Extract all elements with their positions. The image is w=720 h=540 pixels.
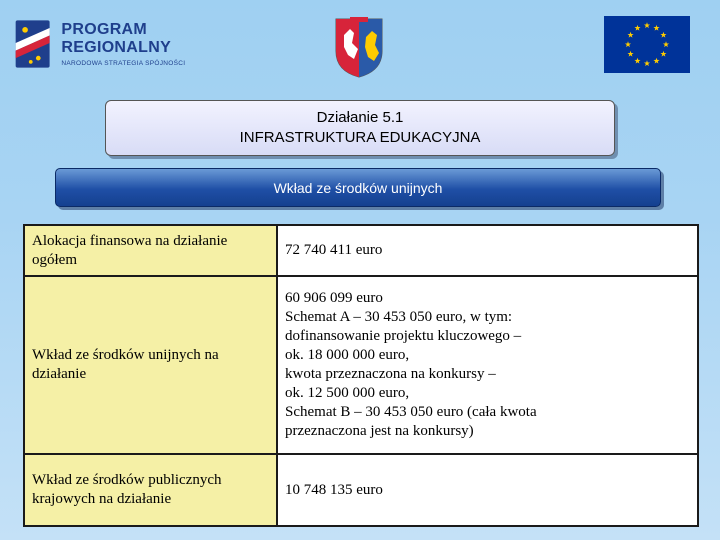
value-line: kwota przeznaczona na konkursy – [285, 366, 496, 382]
table-row [24, 454, 698, 526]
action-title [105, 100, 615, 156]
value-line: Schemat B – 30 453 050 euro (cała kwota [285, 404, 537, 420]
eu-flag-icon [604, 16, 690, 73]
action-name: INFRASTRUKTURA EDUKACYJNA [239, 129, 481, 146]
table-row [24, 276, 698, 454]
logo-subtitle: NARODOWA STRATEGIA SPÓJNOŚCI [61, 60, 186, 67]
value-line: 60 906 099 euro [285, 290, 383, 306]
logo-title: PROGRAM REGIONALNY [61, 21, 172, 56]
row-label: Wkład ze środków publicznych krajowych na działanie [24, 454, 277, 526]
row-label: Wkład ze środków unijnych na działanie [24, 276, 277, 454]
value-line: ok. 12 500 000 euro, [285, 385, 410, 401]
row-value [277, 276, 698, 454]
row-label: Alokacja finansowa na działanie ogółem [24, 225, 277, 276]
value-line: ok. 18 000 000 euro, [285, 347, 410, 363]
value-line: dofinansowanie projektu kluczowego – [285, 328, 522, 344]
table-row [24, 225, 698, 276]
value-line: 10 748 135 euro [285, 481, 383, 498]
row-value [277, 454, 698, 526]
value-line: Schemat A – 30 453 050 euro, w tym: [285, 309, 513, 325]
allocation-table [23, 224, 699, 527]
coat-of-arms-icon [332, 15, 386, 79]
section-header: Wkład ze środków unijnych [55, 168, 661, 207]
poland-eu-logo-icon [10, 15, 53, 73]
row-value [277, 225, 698, 276]
program-regionalny-logo [10, 12, 250, 76]
value-line: 72 740 411 euro [285, 242, 383, 258]
value-line: przeznaczona jest na konkursy) [285, 423, 474, 439]
action-number: Działanie 5.1 [316, 109, 404, 126]
